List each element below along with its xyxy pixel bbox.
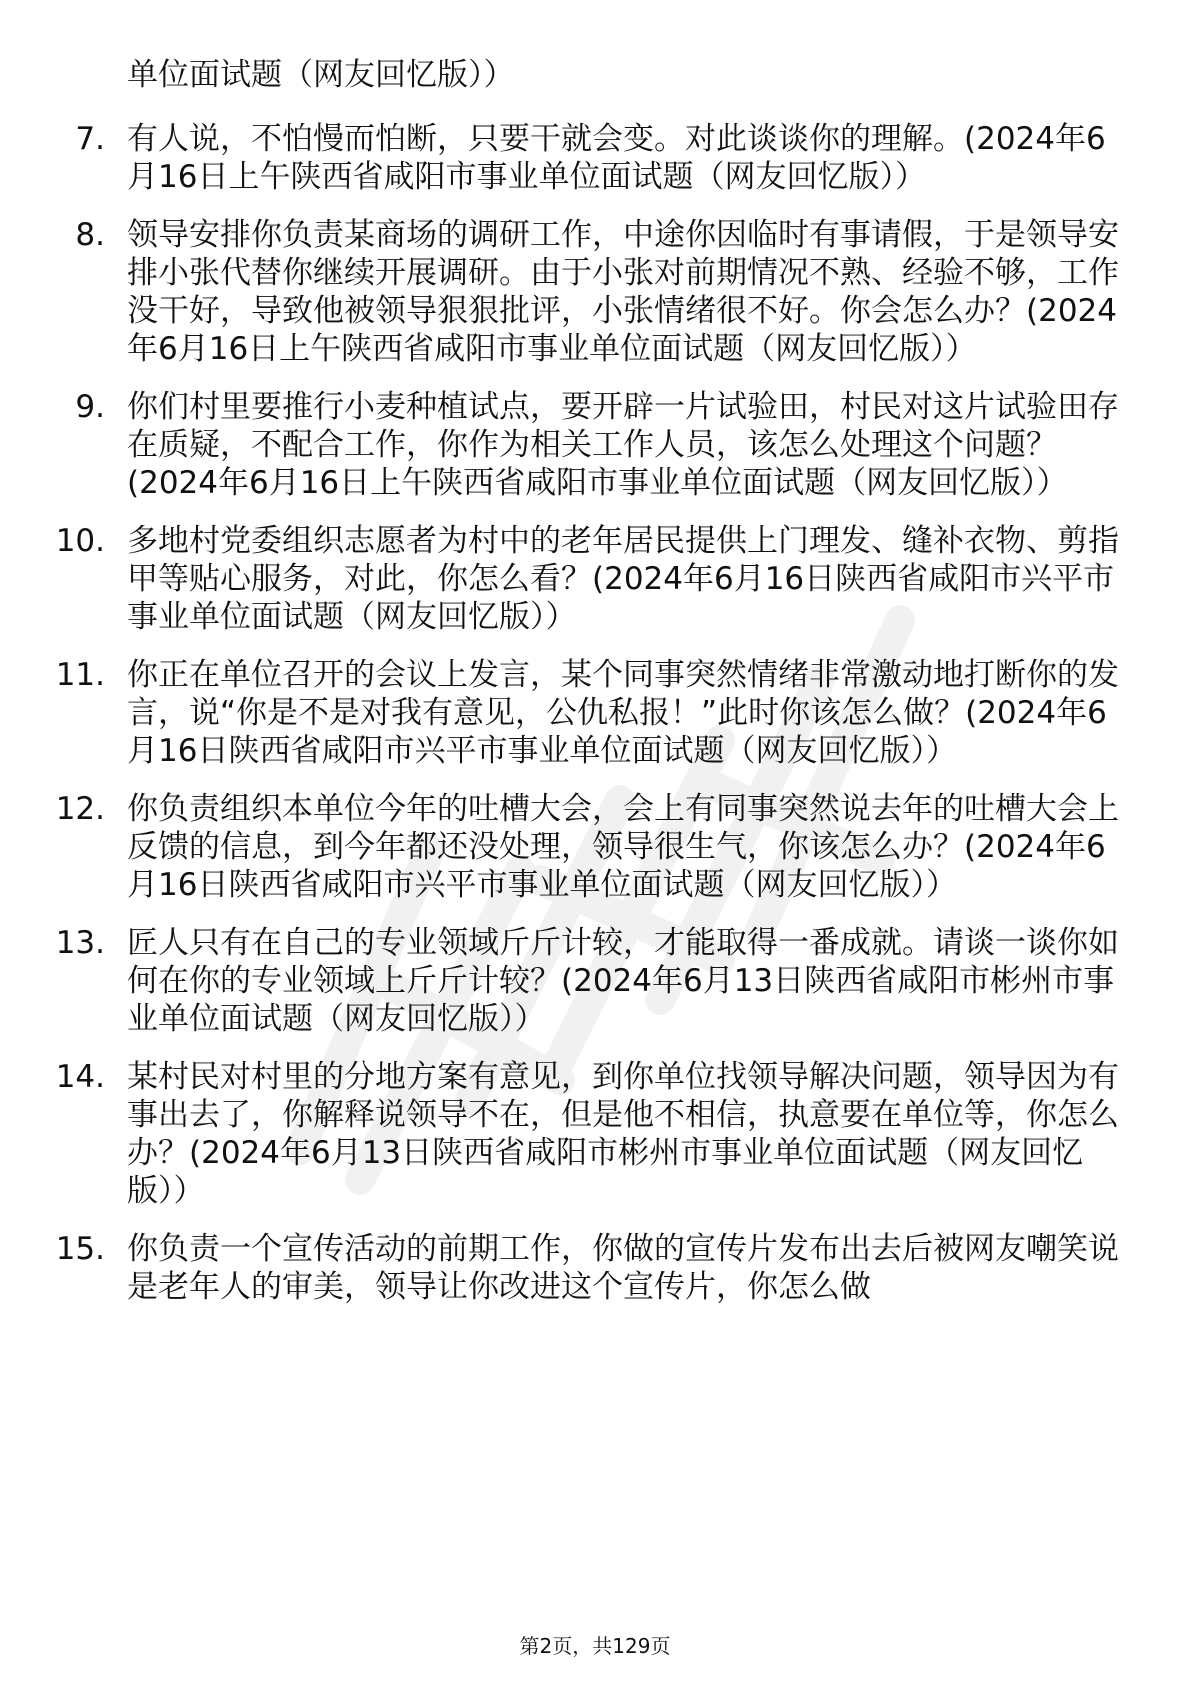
item-number: 15. bbox=[55, 1231, 105, 1267]
item-text: 匠人只有在自己的专业领域斤斤计较，才能取得一番成就。请谈一谈你如何在你的专业领域上斤斤计较？(2024年6月13日陕西省咸阳市彬州市事业单位面试题（网友回忆版）） bbox=[127, 925, 1119, 1037]
item-text: 你负责一个宣传活动的前期工作，你做的宣传片发布出去后被网友嘲笑说是老年人的审美，领导让你改进这个宣传片，你怎么做 bbox=[127, 1231, 1119, 1305]
item-number: 10. bbox=[55, 523, 105, 559]
item-number: 13. bbox=[55, 925, 105, 961]
question-list bbox=[0, 120, 1190, 1326]
item-number: 11. bbox=[55, 657, 105, 693]
list-item bbox=[0, 790, 1190, 904]
item-number: 7. bbox=[75, 121, 105, 157]
list-item bbox=[0, 120, 1190, 196]
list-item bbox=[0, 656, 1190, 770]
item-number: 14. bbox=[55, 1059, 105, 1095]
list-item bbox=[0, 924, 1190, 1038]
list-item bbox=[0, 1058, 1190, 1210]
item-text: 你负责组织本单位今年的吐槽大会，会上有同事突然说去年的吐槽大会上反馈的信息，到今年都还没处理，领导很生气，你该怎么办？(2024年6月16日陕西省咸阳市兴平市事业单位面试题（网友回忆版）） bbox=[127, 791, 1119, 903]
list-item bbox=[0, 1230, 1190, 1306]
item-text: 有人说，不怕慢而怕断，只要干就会变。对此谈谈你的理解。(2024年6月16日上午陕西省咸阳市事业单位面试题（网友回忆版）） bbox=[127, 121, 1106, 195]
item-text: 领导安排你负责某商场的调研工作，中途你因临时有事请假，于是领导安排小张代替你继续开展调研。由于小张对前期情况不熟、经验不够，工作没干好，导致他被领导狠狠批评，小张情绪很不好。你会怎么办？(2024年6月16日上午陕西省咸阳市事业单位面试题（网友回忆版）） bbox=[127, 217, 1119, 367]
list-item bbox=[0, 522, 1190, 636]
page-footer: 第2页，共129页 bbox=[519, 1634, 671, 1658]
list-item bbox=[0, 388, 1190, 502]
item-number: 8. bbox=[75, 217, 105, 253]
item-text: 你正在单位召开的会议上发言，某个同事突然情绪非常激动地打断你的发言，说“你是不是对我有意见，公仇私报！”此时你该怎么做？(2024年6月16日陕西省咸阳市兴平市事业单位面试题（网友回忆版）） bbox=[127, 657, 1119, 769]
item-text: 你们村里要推行小麦种植试点，要开辟一片试验田，村民对这片试验田存在质疑，不配合工作，你作为相关工作人员，该怎么处理这个问题？(2024年6月16日上午陕西省咸阳市事业单位面试题（网友回忆版）） bbox=[127, 389, 1119, 501]
list-item bbox=[0, 216, 1190, 368]
item-text: 某村民对村里的分地方案有意见，到你单位找领导解决问题，领导因为有事出去了，你解释说领导不在，但是他不相信，执意要在单位等，你怎么办？(2024年6月13日陕西省咸阳市彬州市事业单位面试题（网友回忆版）） bbox=[127, 1059, 1119, 1209]
item-text: 多地村党委组织志愿者为村中的老年居民提供上门理发、缝补衣物、剪指甲等贴心服务，对此，你怎么看？(2024年6月16日陕西省咸阳市兴平市事业单位面试题（网友回忆版）） bbox=[127, 523, 1119, 635]
continuation-text: 单位面试题（网友回忆版）） bbox=[127, 57, 515, 93]
item-number: 12. bbox=[55, 791, 105, 827]
item-number: 9. bbox=[75, 389, 105, 425]
